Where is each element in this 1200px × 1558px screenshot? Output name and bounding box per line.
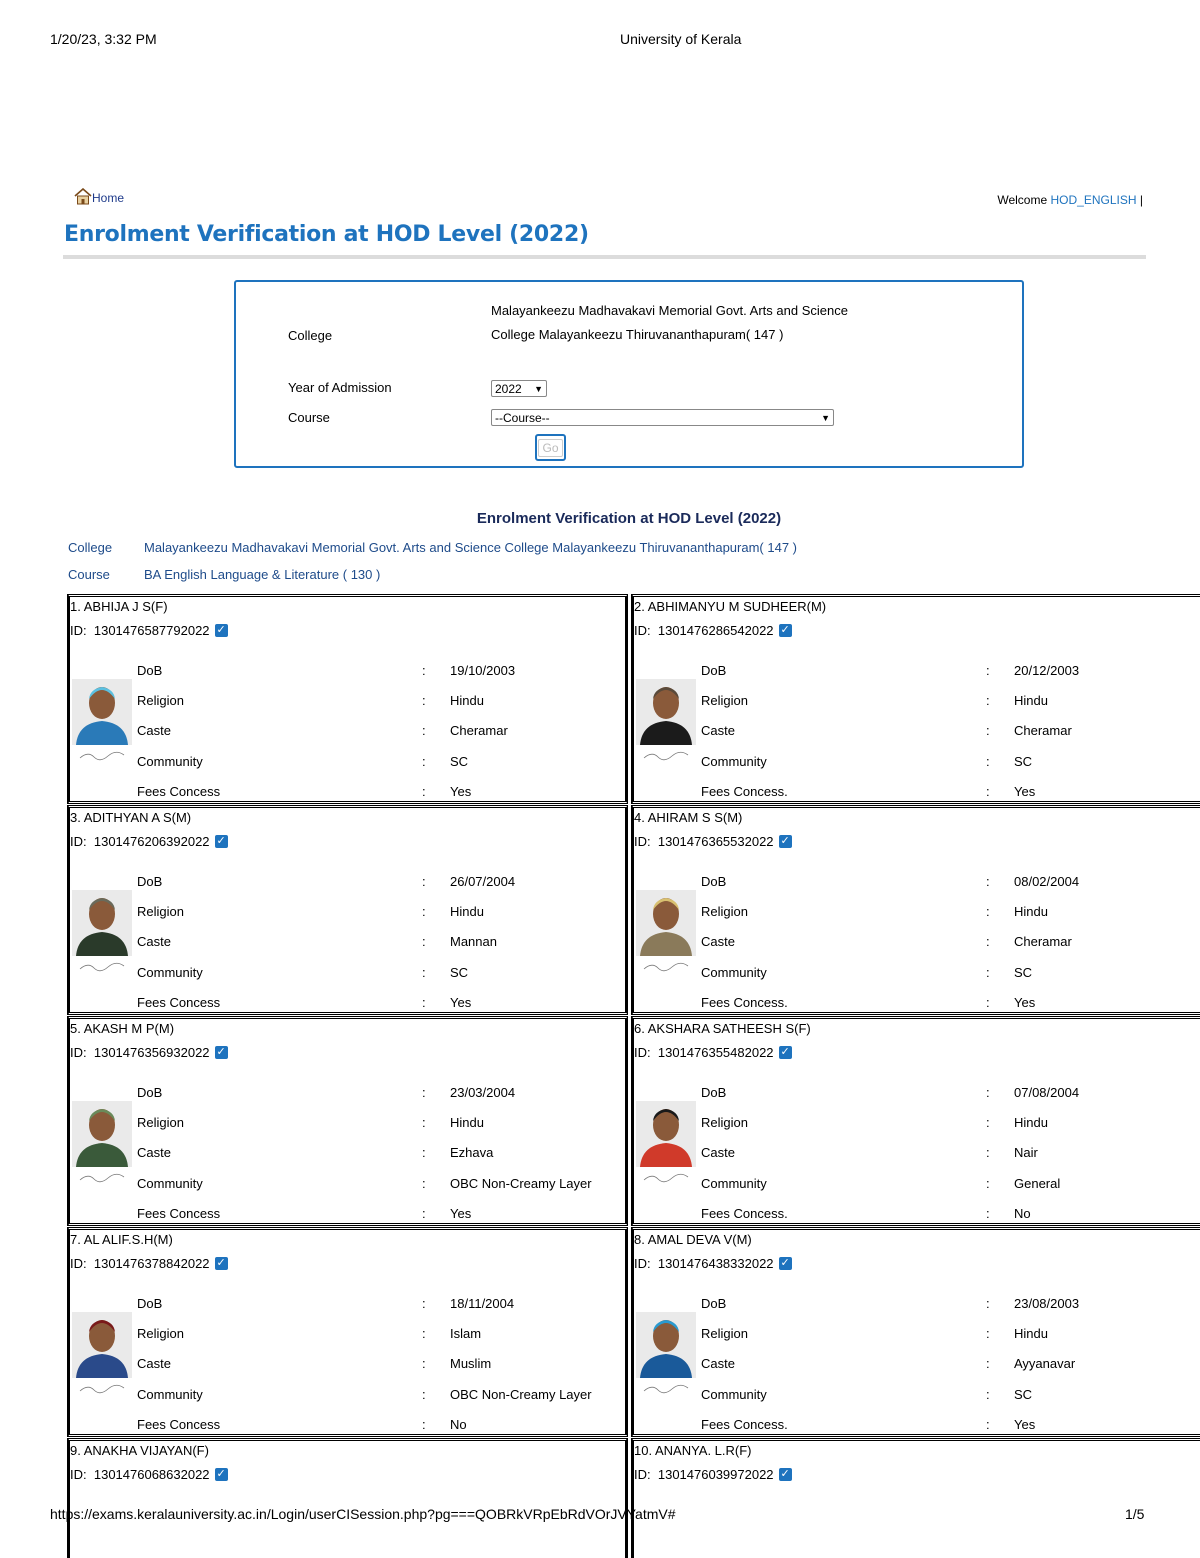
student-name: 10. ANANYA. L.R(F) [634, 1443, 752, 1458]
dob-label: DoB [137, 1296, 163, 1311]
verified-checkbox[interactable]: ✓ [780, 1046, 790, 1058]
fees-value: Yes [1014, 784, 1036, 799]
fees-value: Yes [450, 1206, 472, 1221]
title-divider [63, 255, 1146, 259]
religion-label: Religion [137, 1115, 184, 1130]
dob-value: 07/08/2004 [1014, 1085, 1080, 1100]
community-value: SC [450, 965, 469, 980]
id-prefix: ID: [634, 623, 651, 638]
report-course-value: BA English Language & Literature ( 130 ) [144, 567, 381, 582]
colon: : [986, 1145, 990, 1160]
colon: : [986, 1326, 990, 1341]
student-id-row [70, 1256, 228, 1271]
student-id-row [70, 1045, 228, 1060]
home-link[interactable] [74, 188, 124, 205]
dob-value: 18/11/2004 [450, 1296, 515, 1311]
fees-value: Yes [1014, 1417, 1036, 1432]
colon: : [986, 1356, 990, 1371]
colon: : [422, 1206, 426, 1221]
dob-value: 08/02/2004 [1014, 874, 1080, 889]
student-id: 1301476206392022 [93, 834, 210, 849]
student-signature [72, 960, 132, 974]
colon: : [422, 1176, 426, 1191]
caste-label: Caste [701, 934, 735, 949]
caste-value: Mannan [450, 934, 497, 949]
dob-value: 23/08/2003 [1014, 1296, 1080, 1311]
student-photo [636, 1312, 696, 1378]
dob-value: 20/12/2003 [1014, 663, 1080, 678]
student-id-row [70, 834, 228, 849]
verified-checkbox[interactable]: ✓ [216, 1257, 226, 1269]
caste-label: Caste [137, 723, 171, 738]
community-label: Community [137, 754, 203, 769]
student-card [631, 1227, 1200, 1437]
report-title: Enrolment Verification at HOD Level (2022) [476, 510, 782, 527]
colon: : [986, 1387, 990, 1402]
dob-label: DoB [137, 1085, 163, 1100]
colon: : [986, 723, 990, 738]
caste-label: Caste [137, 1356, 171, 1371]
caste-value: Nair [1014, 1145, 1038, 1160]
student-name: 8. AMAL DEVA V(M) [634, 1232, 752, 1247]
student-id-row [70, 1467, 228, 1482]
student-photo [72, 679, 132, 745]
colon: : [986, 1176, 990, 1191]
student-signature [636, 960, 696, 974]
community-label: Community [137, 1387, 203, 1402]
id-prefix: ID: [634, 834, 651, 849]
home-label: Home [92, 191, 125, 205]
fees-value: Yes [450, 995, 472, 1010]
student-id-row [634, 1256, 792, 1271]
caste-value: Cheramar [1014, 934, 1072, 949]
student-name: 1. ABHIJA J S(F) [70, 599, 168, 614]
student-card [631, 805, 1200, 1015]
year-label: Year of Admission [288, 380, 392, 395]
community-value: SC [1014, 1387, 1033, 1402]
go-button[interactable] [535, 434, 566, 461]
student-id: 1301476068632022 [93, 1467, 210, 1482]
student-card [67, 1438, 628, 1558]
student-photo [72, 1312, 132, 1378]
colon: : [986, 995, 990, 1010]
welcome-prefix: Welcome [997, 193, 1048, 207]
fees-label: Fees Concess. [701, 1206, 788, 1221]
caste-label: Caste [137, 934, 171, 949]
student-id-row [634, 834, 792, 849]
colon: : [422, 1115, 426, 1130]
student-card [631, 1016, 1200, 1226]
student-photo [72, 1101, 132, 1167]
colon: : [422, 784, 426, 799]
colon: : [422, 934, 426, 949]
welcome-text [997, 193, 1143, 207]
community-label: Community [137, 1176, 203, 1191]
student-photo [72, 890, 132, 956]
fees-value: No [1014, 1206, 1031, 1221]
student-signature [636, 749, 696, 763]
fees-label: Fees Concess. [701, 784, 788, 799]
religion-value: Hindu [1014, 904, 1048, 919]
colon: : [422, 1296, 426, 1311]
religion-value: Hindu [1014, 1115, 1048, 1130]
student-id: 1301476355482022 [657, 1045, 774, 1060]
id-prefix: ID: [634, 1045, 651, 1060]
verified-checkbox[interactable]: ✓ [780, 1257, 790, 1269]
religion-value: Hindu [1014, 1326, 1048, 1341]
colon: : [986, 693, 990, 708]
community-label: Community [701, 965, 767, 980]
community-label: Community [701, 754, 767, 769]
student-name: 9. ANAKHA VIJAYAN(F) [70, 1443, 209, 1458]
page-title: Enrolment Verification at HOD Level (2022) [64, 222, 589, 247]
colon: : [986, 1085, 990, 1100]
colon: : [422, 874, 426, 889]
dob-label: DoB [701, 874, 727, 889]
colon: : [422, 723, 426, 738]
colon: : [422, 754, 426, 769]
colon: : [986, 904, 990, 919]
religion-value: Hindu [450, 904, 484, 919]
caste-label: Caste [137, 1145, 171, 1160]
community-label: Community [701, 1387, 767, 1402]
verified-checkbox[interactable]: ✓ [780, 1468, 790, 1480]
year-select-value: 2022 [495, 381, 522, 396]
college-value: Malayankeezu Madhavakavi Memorial Govt. Arts and Science College Malayankeezu Thiruvananthapuram( 147 ) [491, 303, 848, 342]
community-value: OBC Non-Creamy Layer [450, 1387, 592, 1402]
verified-checkbox[interactable]: ✓ [216, 1046, 226, 1058]
student-name: 5. AKASH M P(M) [70, 1021, 175, 1036]
fees-label: Fees Concess [137, 995, 221, 1010]
colon: : [986, 1417, 990, 1432]
fees-label: Fees Concess [137, 784, 221, 799]
id-prefix: ID: [70, 1256, 87, 1271]
student-signature [72, 749, 132, 763]
student-name: 6. AKSHARA SATHEESH S(F) [634, 1021, 811, 1036]
verified-checkbox[interactable]: ✓ [216, 835, 226, 847]
community-label: Community [701, 1176, 767, 1191]
colon: : [986, 965, 990, 980]
print-page-number: 1/5 [1125, 1506, 1145, 1522]
colon: : [422, 1417, 426, 1432]
community-value: OBC Non-Creamy Layer [450, 1176, 592, 1191]
colon: : [986, 934, 990, 949]
course-select[interactable] [491, 409, 834, 426]
community-value: SC [450, 754, 469, 769]
id-prefix: ID: [70, 834, 87, 849]
colon: : [422, 1387, 426, 1402]
dob-label: DoB [701, 1085, 727, 1100]
caste-label: Caste [701, 1145, 735, 1160]
verified-checkbox[interactable]: ✓ [780, 835, 790, 847]
fees-value: Yes [1014, 995, 1036, 1010]
dob-label: DoB [137, 663, 163, 678]
caste-label: Caste [701, 1356, 735, 1371]
caste-value: Cheramar [1014, 723, 1072, 738]
religion-value: Hindu [450, 1115, 484, 1130]
caste-value: Ayyanavar [1014, 1356, 1076, 1371]
home-icon [74, 188, 92, 205]
student-card [67, 1016, 628, 1226]
id-prefix: ID: [70, 623, 87, 638]
religion-label: Religion [701, 693, 748, 708]
colon: : [422, 1145, 426, 1160]
student-id-row [634, 1467, 792, 1482]
colon: : [422, 904, 426, 919]
id-prefix: ID: [634, 1256, 651, 1271]
student-signature [72, 1382, 132, 1396]
dob-value: 23/03/2004 [450, 1085, 516, 1100]
student-id: 1301476039972022 [657, 1467, 774, 1482]
student-name: 3. ADITHYAN A S(M) [70, 810, 192, 825]
colon: : [422, 693, 426, 708]
verified-checkbox[interactable]: ✓ [216, 1468, 226, 1480]
religion-label: Religion [137, 904, 184, 919]
student-photo [636, 890, 696, 956]
course-select-value: --Course-- [495, 410, 550, 425]
print-datetime: 1/20/23, 3:32 PM [50, 31, 157, 47]
id-prefix: ID: [70, 1467, 87, 1482]
colon: : [422, 1085, 426, 1100]
community-label: Community [137, 965, 203, 980]
colon: : [422, 1326, 426, 1341]
religion-label: Religion [137, 1326, 184, 1341]
chevron-down-icon: ▼ [821, 412, 830, 423]
report-course-label: Course [68, 567, 110, 582]
colon: : [986, 754, 990, 769]
student-id: 1301476286542022 [657, 623, 774, 638]
student-id-row [634, 1045, 792, 1060]
colon: : [986, 663, 990, 678]
dob-label: DoB [137, 874, 163, 889]
student-id: 1301476356932022 [93, 1045, 210, 1060]
verified-checkbox[interactable]: ✓ [216, 624, 226, 636]
colon: : [986, 1206, 990, 1221]
caste-value: Muslim [450, 1356, 492, 1371]
student-id: 1301476365532022 [657, 834, 774, 849]
fees-label: Fees Concess [137, 1417, 221, 1432]
fees-label: Fees Concess. [701, 1417, 788, 1432]
chevron-down-icon: ▼ [534, 383, 543, 394]
colon: : [986, 1296, 990, 1311]
student-id-row [634, 623, 792, 638]
religion-label: Religion [701, 1326, 748, 1341]
fees-label: Fees Concess. [701, 995, 788, 1010]
username-link[interactable]: HOD_ENGLISH [1050, 193, 1137, 207]
student-signature [636, 1382, 696, 1396]
community-value: SC [1014, 754, 1033, 769]
student-name: 7. AL ALIF.S.H(M) [70, 1232, 173, 1247]
student-card [67, 1227, 628, 1437]
college-label: College [288, 328, 333, 343]
religion-label: Religion [137, 693, 184, 708]
colon: : [986, 874, 990, 889]
religion-label: Religion [701, 1115, 748, 1130]
year-select[interactable] [491, 380, 547, 397]
report-college-value: Malayankeezu Madhavakavi Memorial Govt. Arts and Science College Malayankeezu Thiruvananthapuram( 147 ) [144, 540, 797, 555]
colon: : [986, 784, 990, 799]
student-photo [636, 1101, 696, 1167]
student-id-row [70, 623, 228, 638]
colon: : [422, 663, 426, 678]
religion-value: Hindu [1014, 693, 1048, 708]
student-card [67, 594, 628, 804]
student-photo [636, 679, 696, 745]
dob-label: DoB [701, 663, 727, 678]
dob-value: 19/10/2003 [450, 663, 516, 678]
id-prefix: ID: [70, 1045, 87, 1060]
student-name: 2. ABHIMANYU M SUDHEER(M) [634, 599, 827, 614]
colon: : [422, 995, 426, 1010]
print-url: https://exams.keralauniversity.ac.in/Login/userCISession.php?pg===QOBRkVRpEbRdVOrJVYatmV# [50, 1506, 676, 1522]
religion-label: Religion [701, 904, 748, 919]
religion-value: Islam [450, 1326, 482, 1341]
fees-value: No [450, 1417, 467, 1432]
id-prefix: ID: [634, 1467, 651, 1482]
community-value: SC [1014, 965, 1033, 980]
community-value: General [1014, 1176, 1061, 1191]
student-signature [72, 1171, 132, 1185]
dob-label: DoB [701, 1296, 727, 1311]
student-id: 1301476587792022 [93, 623, 210, 638]
colon: : [422, 965, 426, 980]
student-id: 1301476378842022 [93, 1256, 210, 1271]
caste-label: Caste [701, 723, 735, 738]
religion-value: Hindu [450, 693, 484, 708]
go-label: Go [538, 439, 562, 457]
student-name: 4. AHIRAM S S(M) [634, 810, 743, 825]
separator: | [1139, 193, 1143, 207]
report-college-label: College [68, 540, 113, 555]
course-label: Course [288, 410, 330, 425]
fees-label: Fees Concess [137, 1206, 221, 1221]
student-card [631, 1438, 1200, 1558]
colon: : [422, 1356, 426, 1371]
student-id: 1301476438332022 [657, 1256, 774, 1271]
caste-value: Cheramar [450, 723, 508, 738]
student-card [67, 805, 628, 1015]
student-card [631, 594, 1200, 804]
dob-value: 26/07/2004 [450, 874, 516, 889]
print-site-title: University of Kerala [620, 31, 742, 47]
verified-checkbox[interactable]: ✓ [780, 624, 790, 636]
fees-value: Yes [450, 784, 472, 799]
colon: : [986, 1115, 990, 1130]
caste-value: Ezhava [450, 1145, 494, 1160]
student-signature [636, 1171, 696, 1185]
